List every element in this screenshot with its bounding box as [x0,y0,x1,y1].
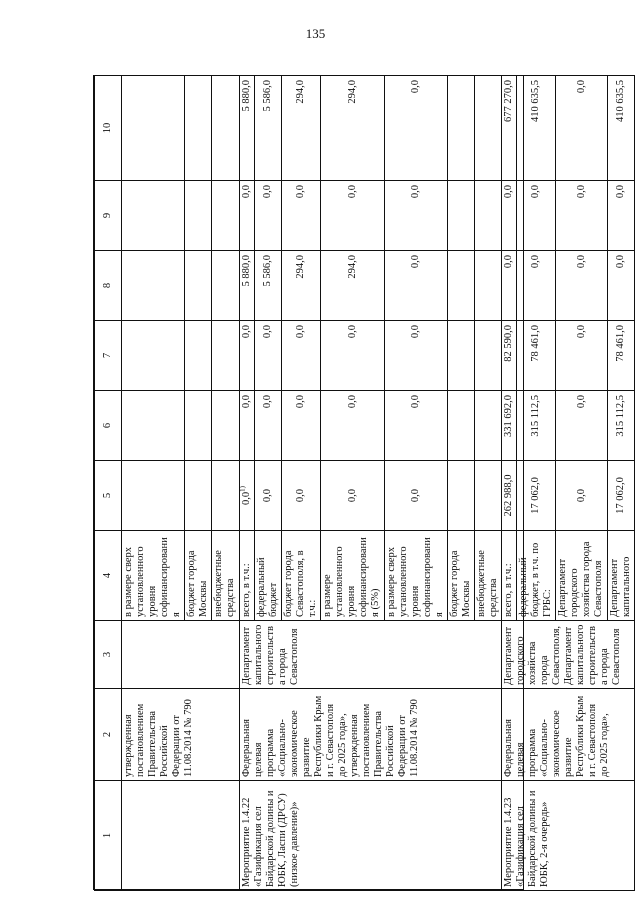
table-rotor [94,76,632,891]
value-cell: 0,0 [608,181,635,251]
row-label: всего, в т.ч.: [240,531,255,621]
value-cell: 0,0 [255,391,282,461]
row-label: федеральный бюджет, в т.ч. по ГРБС: [517,531,556,621]
row-label: Департамент городского хозяйства города Севастополя [556,531,608,621]
row-label: в размере сверх установленного уровня софинансирования [122,531,185,621]
value-cell: 0,0 [282,461,321,531]
value-cell: 294,0 [321,251,385,321]
program-name: Федеральная целевая программа «Социально-экономическое развитие Республики Крым и г. Севастополя до 2025 года», утвержденная постановлением Правительства Российской Федерации от 11.08.2014 № 790 [240,689,502,781]
value-cell: 0,0 [556,181,608,251]
value-cell: 0,0 [556,321,608,391]
value-cell: 0,0 [240,181,255,251]
rotated-table-frame [93,75,632,890]
executor: Департамент городского хозяйства города Севастополя, Департамент капитального строительства города Севастополя [502,621,635,689]
program-name: Федеральная целевая программа «Социально-экономическое развитие Республики Крым и г. Севастополя до 2025 года», [502,689,635,781]
value-cell: 0,0 [321,181,385,251]
row-label: всего, в т.ч.: [502,531,517,621]
financing-table [94,75,635,891]
value-cell: 82 590,0 [502,321,517,391]
row-label: в размере сверх установленного уровня софинансирования [385,531,448,621]
value-cell: 294,0 [321,76,385,181]
value-cell: 0,0 [608,251,635,321]
row-label: бюджет города Москвы [448,531,475,621]
value-cell: 0,0 [517,181,556,251]
value-cell: 0,0 [255,461,282,531]
header-cell: 1 [95,781,122,891]
executor: Департамент капитального строительства города Севастополя [240,621,502,689]
table-row [122,76,185,891]
value-cell: 78 461,0 [608,321,635,391]
value-cell: 262 988,0 [502,461,517,531]
header-cell: 5 [95,461,122,531]
header-cell: 10 [95,76,122,181]
header-cell: 6 [95,391,122,461]
header-cell: 9 [95,181,122,251]
value-cell: 17 062,0 [608,461,635,531]
value-cell: 0,0$^{1)}$ [240,461,255,531]
value-cell: 0,0 [385,181,448,251]
value-cell: 0,0 [556,76,608,181]
row-label: бюджет города Севастополя, в т.ч.: [282,531,321,621]
page-number: 135 [305,26,326,41]
header-cell: 4 [95,531,122,621]
row-label: бюджет города Москвы [185,531,212,621]
measure-1-4-22: Мероприятие 1.4.22 «Газификация сел Байдарской долины и ЮБК, Ласпи (ДРСУ) (низкое давление)» [240,781,502,891]
value-cell: 0,0 [556,391,608,461]
header-cell: 3 [95,621,122,689]
value-cell: 0,0 [321,321,385,391]
value-cell: 0,0 [240,391,255,461]
header-cell: 7 [95,321,122,391]
value-cell: 0,0 [556,461,608,531]
cont-col1 [122,781,240,891]
value-cell: 0,0 [385,461,448,531]
header-cell: 8 [95,251,122,321]
value-cell: 0,0 [321,461,385,531]
row-label: федеральный бюджет [255,531,282,621]
row-label: внебюджетные средства [475,531,502,621]
row-label: Департамент капитального [608,531,635,621]
header-row [95,76,122,891]
value-cell: 0,0 [255,181,282,251]
value-cell: 315 112,5 [608,391,635,461]
value-cell: 0,0 [282,181,321,251]
measure-1-4-23: Мероприятие 1.4.23 «Газификация сел Байдарской долины и ЮБК, 2-я очередь» [502,781,635,891]
value-cell: 0,0 [502,181,517,251]
value-cell: 0,0 [502,251,517,321]
value-cell: 294,0 [282,251,321,321]
value-cell: 0,0 [385,321,448,391]
row-label: внебюджетные средства [212,531,240,621]
value-cell: 0,0 [385,76,448,181]
value-cell: 0,0 [282,391,321,461]
value-cell: 5 880,0 [240,251,255,321]
value-cell: 5 586,0 [255,251,282,321]
value-cell: 78 461,0 [517,321,556,391]
value-cell: 677 270,0 [502,76,517,181]
value-cell: 331 692,0 [502,391,517,461]
value-cell: 315 112,5 [517,391,556,461]
value-cell: 0,0 [255,321,282,391]
table-row [240,76,255,891]
value-cell: 0,0 [240,321,255,391]
value-cell: 0,0 [385,251,448,321]
header-cell: 2 [95,689,122,781]
value-cell: 0,0 [556,251,608,321]
value-cell: 410 635,5 [608,76,635,181]
row-label: в размере установленного уровня софинансирования (5%) [321,531,385,621]
cont-col3 [122,621,240,689]
value-cell: 0,0 [282,321,321,391]
value-cell: 294,0 [282,76,321,181]
value-cell: 410 635,5 [517,76,556,181]
value-cell: 5 880,0 [240,76,255,181]
value-cell: 0,0 [321,391,385,461]
value-cell: 0,0 [385,391,448,461]
value-cell: 0,0 [517,251,556,321]
table-row [502,76,517,891]
value-cell: 17 062,0 [517,461,556,531]
value-cell: 5 586,0 [255,76,282,181]
cont-col2: утвержденная постановлением Правительства Российской Федерации от 11.08.2014 № 790 [122,689,240,781]
